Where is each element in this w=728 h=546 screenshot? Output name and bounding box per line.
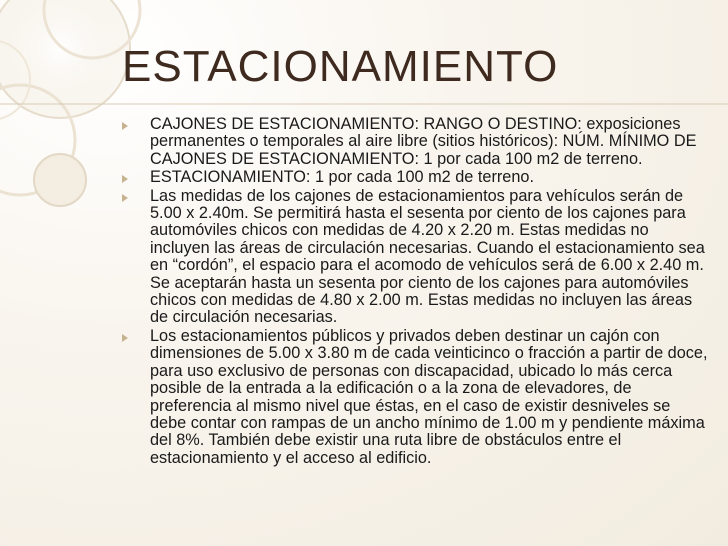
list-item: [130, 328, 710, 467]
list-item: [130, 188, 710, 327]
bullet-icon: [122, 194, 128, 202]
list-item: [130, 116, 710, 168]
page-title: ESTACIONAMIENTO: [122, 42, 559, 91]
list-item-text: CAJONES DE ESTACIONAMIENTO: RANGO O DESTINO: exposiciones permanentes o temporales al aire libre (sitios históricos): NÚM. MÍNIMO DE CAJONES DE ESTACIONAMIENTO: 1 por cada 100 m2 de terreno.: [150, 115, 697, 168]
bullet-icon: [122, 122, 128, 130]
bullet-icon: [122, 175, 128, 183]
list-item: [130, 169, 710, 186]
list-item-text: Las medidas de los cajones de estacionamientos para vehículos serán de 5.00 x 2.40m. Se permitirá hasta el sesenta por ciento de los cajones para automóviles chicos con medidas de 4.20 x 2.20 m. Estas medidas no incluyen las áreas de circulación necesarias. Cuando el estacionamiento sea en “cordón”, el espacio para el acomodo de vehículos será de 6.00 x 2.40 m. Se aceptarán hasta un sesenta por ciento de los cajones para automóviles chicos con medidas de 4.80 x 2.00 m. Estas medidas no incluyen las áreas de circulación necesarias.: [150, 186, 705, 327]
bullet-list: [130, 116, 710, 468]
list-item-text: Los estacionamientos públicos y privados deben destinar un cajón con dimensiones de 5.00 x 3.80 m de cada veinticinco o fracción a partir de doce, para uso exclusivo de personas con discapacidad, ubicado lo más cerca posible de la entrada a la edificación o a la zona de elevadores, de preferencia al mismo nivel que éstas, en el caso de existir desniveles se debe contar con rampas de un ancho mínimo de 1.00 m y pendiente máxima del 8%. También debe existir una ruta libre de obstáculos entre el estacionamiento y el acceso al edificio.: [150, 326, 708, 467]
bullet-icon: [122, 334, 128, 342]
list-item-text: ESTACIONAMIENTO: 1 por cada 100 m2 de terreno.: [150, 168, 534, 187]
